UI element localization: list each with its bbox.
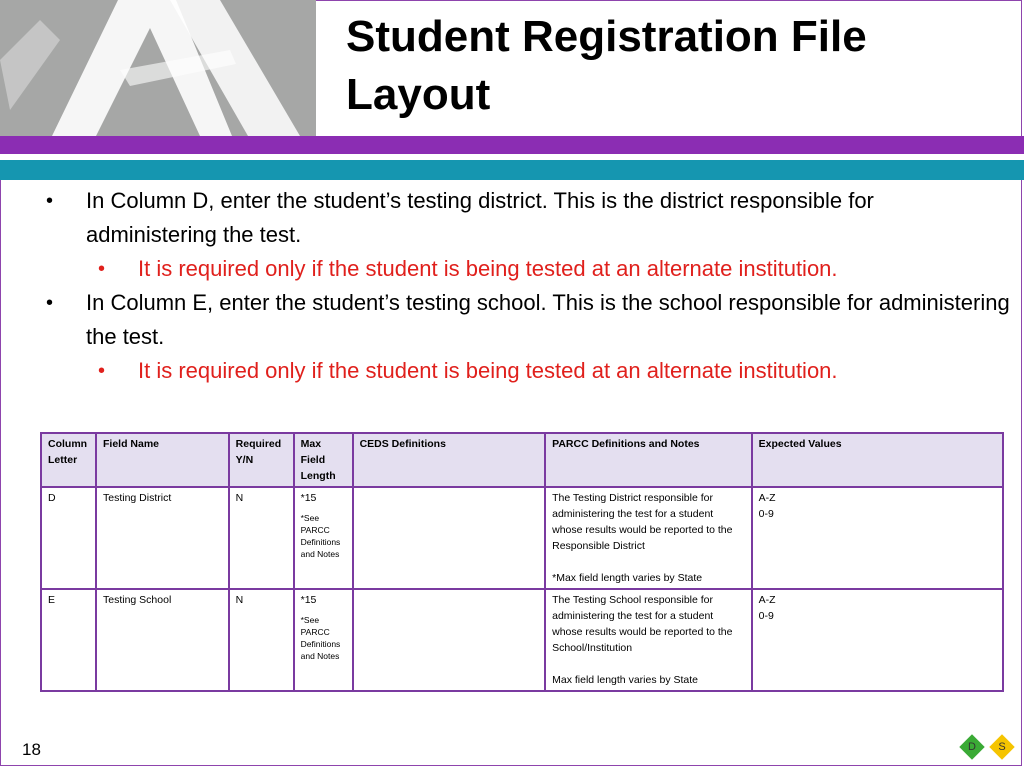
expected-value: 0-9 xyxy=(758,610,774,622)
table-row xyxy=(41,487,1003,589)
nav-button-label: D xyxy=(968,741,976,753)
expected-value: A-Z xyxy=(758,594,776,606)
max-length-value: *15 xyxy=(300,594,317,606)
bullet-dot-icon: • xyxy=(46,190,54,212)
bullet-item xyxy=(40,184,1010,252)
max-length-value: *15 xyxy=(300,492,317,504)
page-title: Student Registration File Layout xyxy=(346,12,867,119)
cell-column-letter: D xyxy=(41,487,96,589)
parcc-note: *Max field length varies by State xyxy=(552,572,703,584)
bullet-text: In Column D, enter the student’s testing district. This is the district responsible for administering the test. xyxy=(86,188,874,247)
parcc-definition: The Testing District responsible for administering the test for a student whose results would be reported to the Responsible District xyxy=(552,492,733,552)
file-layout-table xyxy=(40,432,1004,692)
header-expected-values: Expected Values xyxy=(752,433,1003,487)
table-header-row xyxy=(41,433,1003,487)
parcc-note: Max field length varies by State xyxy=(552,674,699,686)
max-length-note: *See PARCC Definitions and Notes xyxy=(300,513,341,559)
cell-required: N xyxy=(229,487,294,589)
bullet-dot-icon: • xyxy=(46,292,54,314)
bullet-list xyxy=(40,184,1010,388)
cell-column-letter: E xyxy=(41,589,96,691)
cell-max-length xyxy=(294,589,353,691)
cell-expected-values xyxy=(752,487,1003,589)
header-parcc-definitions: PARCC Definitions and Notes xyxy=(545,433,752,487)
sub-bullet-item xyxy=(40,354,1010,388)
expected-value: A-Z xyxy=(758,492,776,504)
cell-field-name: Testing School xyxy=(96,589,229,691)
bullet-item xyxy=(40,286,1010,354)
cell-expected-values xyxy=(752,589,1003,691)
cell-required: N xyxy=(229,589,294,691)
header-field-name: Field Name xyxy=(96,433,229,487)
cell-parcc xyxy=(545,487,752,589)
logo-a-icon xyxy=(0,0,316,136)
header-ceds-definitions: CEDS Definitions xyxy=(353,433,546,487)
cell-max-length xyxy=(294,487,353,589)
nav-button-d[interactable] xyxy=(960,735,984,759)
sub-bullet-text: It is required only if the student is being tested at an alternate institution. xyxy=(138,358,838,383)
bullet-dot-icon: • xyxy=(98,258,106,280)
max-length-note: *See PARCC Definitions and Notes xyxy=(300,615,341,661)
expected-value: 0-9 xyxy=(758,508,774,520)
parcc-definition: The Testing School responsible for administering the test for a student whose results would be reported to the School/Institution xyxy=(552,594,733,654)
nav-button-s[interactable] xyxy=(990,735,1014,759)
bullet-dot-icon: • xyxy=(98,360,106,382)
sub-bullet-item xyxy=(40,252,1010,286)
header-required: Required Y/N xyxy=(229,433,294,487)
cell-ceds xyxy=(353,589,546,691)
logo xyxy=(0,0,316,136)
bullet-text: In Column E, enter the student’s testing school. This is the school responsible for administering the test. xyxy=(86,290,1010,349)
page-number: 18 xyxy=(22,740,41,759)
sub-bullet-text: It is required only if the student is being tested at an alternate institution. xyxy=(138,256,838,281)
cell-ceds xyxy=(353,487,546,589)
header-column-letter: Column Letter xyxy=(41,433,96,487)
header-max-field-length: Max Field Length xyxy=(294,433,353,487)
nav-button-label: S xyxy=(998,741,1006,753)
cell-field-name: Testing District xyxy=(96,487,229,589)
table-row xyxy=(41,589,1003,691)
header-band-purple xyxy=(0,136,1024,154)
header-band-teal xyxy=(0,160,1024,180)
cell-parcc xyxy=(545,589,752,691)
